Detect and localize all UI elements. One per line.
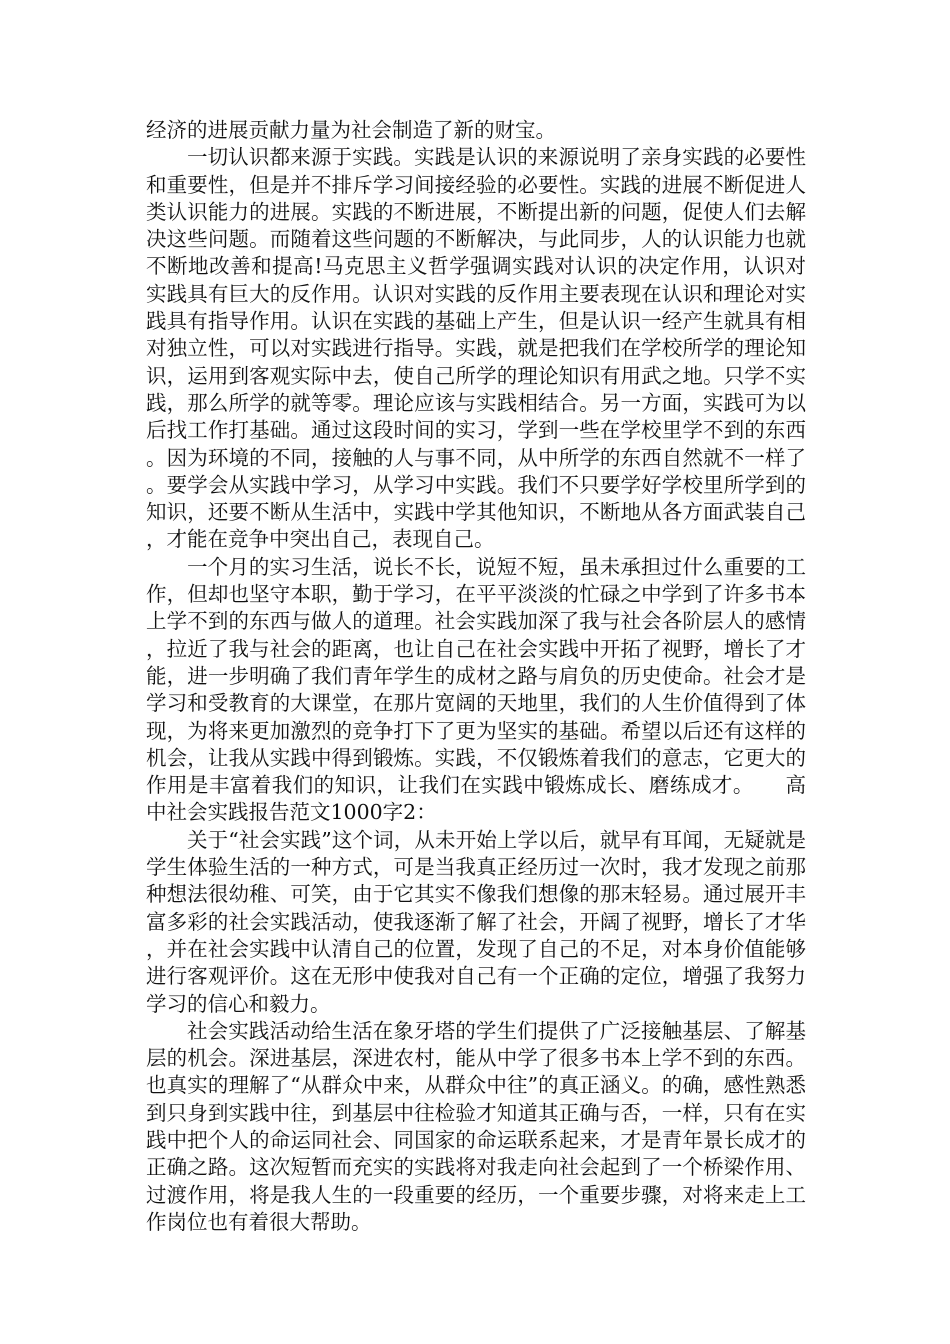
document-body xyxy=(146,117,806,1236)
paragraph-continuation: 经济的进展贡献力量为社会制造了新的财宝。 xyxy=(146,118,556,142)
paragraph-internship-month: 一个月的实习生活，说长不长，说短不短，虽未承担过什么重要的工作，但却也坚守本职，勤于学习，在平平淡淡的忙碌之中学到了许多书本上学不到的东西与做人的道理。社会实践加深了我与社会各阶层人的感情，拉近了我与社会的距离，也让自己在社会实践中开拓了视野，增长了才能，进一步明确了我们青年学生的成材之路与肩负的历史使命。社会才是学习和受教育的大课堂，在那片宽阔的天地里，我们的人生价值得到了体现，为将来更加激烈的竞争打下了更为坚实的基础。希望以后还有这样的机会，让我从实践中得到锻炼。实践，不仅锻炼着我们的意志，它更大的作用是丰富着我们的知识，让我们在实践中锻炼成长、磨练成才。 高中社会实践报告范文1000字2： xyxy=(146,554,806,825)
paragraph-social-practice-term: 关于“社会实践”这个词，从未开始上学以后，就早有耳闻，无疑就是学生体验生活的一种方式，可是当我真正经历过一次时，我才发现之前那种想法很幼稚、可笑，由于它其实不像我们想像的那末轻易。通过展开丰富多彩的社会实践活动，使我逐渐了解了社会，开阔了视野，增长了才华，并在社会实践中认清自己的位置，发现了自己的不足，对本身价值能够进行客观评价。这在无形中使我对自己有一个正确的定位，增强了我努力学习的信心和毅力。 xyxy=(146,827,806,1016)
paragraph-grassroots: 社会实践活动给生活在象牙塔的学生们提供了广泛接触基层、了解基层的机会。深进基层，深进农村，能从中学了很多书本上学不到的东西。也真实的理解了“从群众中来，从群众中往”的真正涵义。的确，感性熟悉到只身到实践中往，到基层中往检验才知道其正确与否，一样，只有在实践中把个人的命运同社会、同国家的命运联系起来，才是青年景长成才的正确之路。这次短暂而充实的实践将对我走向社会起到了一个桥梁作用、过渡作用，将是我人生的一段重要的经历，一个重要步骤，对将来走上工作岗位也有着很大帮助。 xyxy=(146,1018,806,1234)
paragraph-practice-source: 一切认识都来源于实践。实践是认识的来源说明了亲身实践的必要性和重要性，但是并不排斥学习间接经验的必要性。实践的进展不断促进人类认识能力的进展。实践的不断进展，不断提出新的问题，促使人们去解决这些问题。而随着这些问题的不断解决，与此同步，人的认识能力也就不断地改善和提高!马克思主义哲学强调实践对认识的决定作用，认识对实践具有巨大的反作用。认识对实践的反作用主要表现在认识和理论对实践具有指导作用。认识在实践的基础上产生，但是认识一经产生就具有相对独立性，可以对实践进行指导。实践，就是把我们在学校所学的理论知识，运用到客观实际中去，使自己所学的理论知识有用武之地。只学不实践，那么所学的就等零。理论应该与实践相结合。另一方面，实践可为以后找工作打基础。通过这段时间的实习，学到一些在学校里学不到的东西。因为环境的不同，接触的人与事不同，从中所学的东西自然就不一样了。要学会从实践中学习，从学习中实践。我们不只要学好学校里所学到的知识，还要不断从生活中，实践中学其他知识，不断地从各方面武装自己，才能在竞争中突出自己，表现自己。 xyxy=(146,145,806,552)
